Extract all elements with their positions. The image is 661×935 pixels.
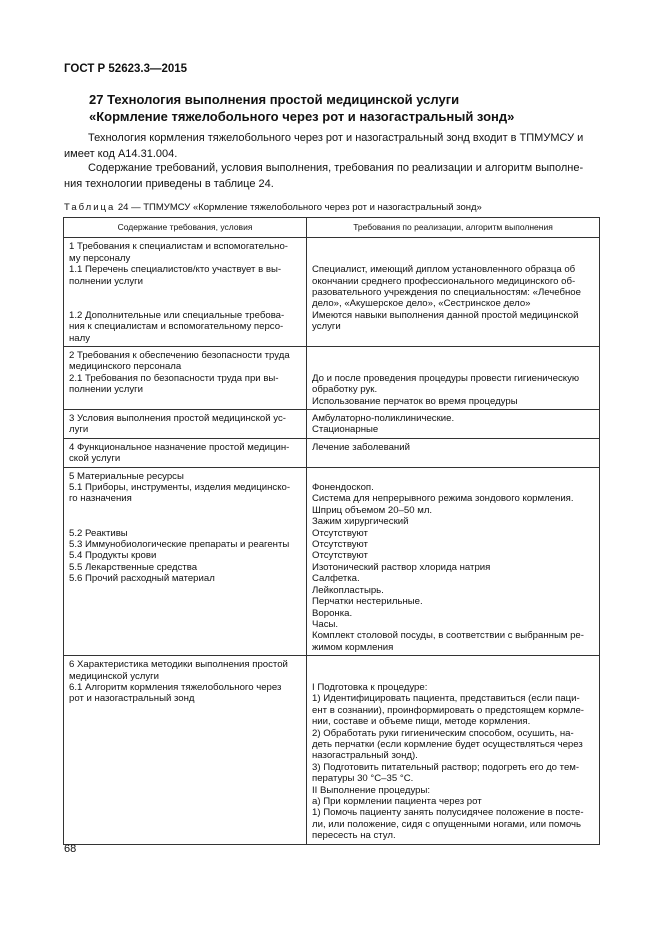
table-cell-implementation xyxy=(307,467,600,655)
paragraph-text: Содержание требований, условия выполнения, требования по реализации и алгоритм выполне- xyxy=(88,162,584,174)
cell-text-line: Специалист, имеющий диплом установленного образца об xyxy=(312,264,576,276)
cell-text-line: Салфетка. xyxy=(312,573,360,585)
cell-text-line: нии, составе и объеме пищи, методе кормления. xyxy=(312,716,531,728)
table-row xyxy=(64,238,600,347)
table-cell-condition xyxy=(64,438,307,467)
cell-text-line: Отсутствуют xyxy=(312,527,368,539)
cell-text-line: Лейкопластырь. xyxy=(312,584,384,596)
table-cell-implementation xyxy=(307,438,600,467)
cell-spacer xyxy=(312,659,594,670)
cell-spacer xyxy=(312,350,594,361)
cell-text-line: го назначения xyxy=(69,493,132,505)
cell-text-line: Часы. xyxy=(312,618,339,630)
cell-text-line: луги xyxy=(69,424,89,436)
table-caption-text: 24 — ТПМУМСУ «Кормление тяжелобольного через рот и назогастральный зонд» xyxy=(115,202,482,213)
cell-text-line: Имеются навыки выполнения данной простой медицинской xyxy=(312,309,579,321)
cell-spacer xyxy=(69,287,301,298)
cell-text-line: 1) Помочь пациенту занять полусидячее положение в посте- xyxy=(312,807,584,819)
page-number: 68 xyxy=(64,843,77,855)
cell-text-line: полнении услуги xyxy=(69,384,143,396)
cell-spacer xyxy=(312,253,594,264)
table-cell-implementation xyxy=(307,410,600,439)
cell-text-line: Зажим хирургический xyxy=(312,516,409,528)
table-row xyxy=(64,410,600,439)
cell-spacer xyxy=(69,516,301,527)
cell-text-line: 2.1 Требования по безопасности труда при вы- xyxy=(69,372,279,384)
cell-text-line: 5.1 Приборы, инструменты, изделия медицинско- xyxy=(69,482,291,494)
cell-text-line: медицинского персонала xyxy=(69,361,182,373)
cell-text-line: Комплект столовой посуды, в соответствии с выбранным ре- xyxy=(312,630,584,642)
cell-text-line: 2 Требования к обеспечению безопасности труда xyxy=(69,350,290,362)
cell-text-line: 3) Подготовить питательный раствор; подогреть его до тем- xyxy=(312,761,580,773)
cell-text-line: а) При кормлении пациента через рот xyxy=(312,795,482,807)
cell-text-line: медицинской услуги xyxy=(69,670,160,682)
cell-text-line: обработку рук. xyxy=(312,384,378,396)
cell-text-line: Отсутствуют xyxy=(312,539,368,551)
cell-text-line: ли, или положение, сидя с опущенными ногами, или помочь xyxy=(312,818,582,830)
cell-text-line: разовательного учреждения по специальностям: «Лечебное xyxy=(312,287,581,298)
cell-spacer xyxy=(312,671,594,682)
cell-text-line: дело», «Акушерское дело», «Сестринское дело» xyxy=(312,298,531,310)
cell-text-line: Амбулаторно-поликлинические. xyxy=(312,413,455,425)
cell-text-line: ент в сознании), проинформировать о предстоящем кормле- xyxy=(312,704,584,716)
cell-text-line: 5 Материальные ресурсы xyxy=(69,470,184,482)
cell-text-line: 6 Характеристика методики выполнения простой xyxy=(69,659,288,671)
table-cell-condition xyxy=(64,410,307,439)
table-cell-implementation xyxy=(307,347,600,410)
table-header-row xyxy=(64,218,600,238)
cell-text-line: услуги xyxy=(312,321,341,333)
document-header: ГОСТ Р 52623.3—2015 xyxy=(64,63,188,75)
cell-text-line: ния к специалистам и вспомогательному персо- xyxy=(69,321,284,333)
cell-text-line: Воронка. xyxy=(312,607,353,619)
cell-text-line: 1) Идентифицировать пациента, представиться (если паци- xyxy=(312,693,580,705)
table-cell-condition xyxy=(64,347,307,410)
cell-spacer xyxy=(312,241,594,252)
section-title-line: 27 Технология выполнения простой медицинской услуги xyxy=(89,92,460,107)
cell-text-line: окончании среднего профессионального медицинского об- xyxy=(312,275,576,287)
paragraph-text: ния технологии приведены в таблице 24. xyxy=(64,177,274,190)
table-cell-condition xyxy=(64,467,307,655)
cell-text-line: пературы 30 °С–35 °С. xyxy=(312,773,414,785)
table-row xyxy=(64,347,600,410)
cell-text-line: 1 Требования к специалистам и вспомогательно- xyxy=(69,241,288,253)
table-caption xyxy=(64,202,482,213)
cell-spacer xyxy=(312,361,594,372)
requirements-table xyxy=(63,217,600,845)
table-cell-condition xyxy=(64,656,307,844)
cell-text-line: II Выполнение процедуры: xyxy=(312,784,431,796)
cell-text-line: жимом кормления xyxy=(312,641,394,653)
cell-text-line: 5.2 Реактивы xyxy=(69,527,128,539)
cell-text-line: 2) Обработать руки гигиеническим способом, осушить, на- xyxy=(312,727,574,739)
table-row xyxy=(64,656,600,844)
cell-text-line: 1.1 Перечень специалистов/кто участвует в вы- xyxy=(69,264,282,276)
cell-text-line: полнении услуги xyxy=(69,275,143,287)
cell-text-line: 5.4 Продукты крови xyxy=(69,550,157,562)
cell-text-line: Отсутствуют xyxy=(312,550,368,562)
table-header-cell: Содержание требования, условия xyxy=(64,218,307,238)
cell-text-line: му персоналу xyxy=(69,252,131,264)
cell-text-line: 5.5 Лекарственные средства xyxy=(69,561,198,573)
cell-text-line: До и после проведения процедуры провести гигиеническую xyxy=(312,372,580,384)
content-paragraph xyxy=(64,161,599,192)
cell-spacer xyxy=(312,471,594,482)
cell-text-line: Лечение заболеваний xyxy=(312,441,410,453)
cell-text-line: ской услуги xyxy=(69,453,121,465)
cell-text-line: Фонендоскоп. xyxy=(312,482,374,494)
cell-text-line: 3 Условия выполнения простой медицинской ус- xyxy=(69,413,286,425)
table-cell-implementation xyxy=(307,656,600,844)
table-caption-label: Таблица xyxy=(64,202,116,213)
cell-text-line: Система для непрерывного режима зондового кормления. xyxy=(312,493,574,505)
cell-spacer xyxy=(69,298,301,309)
cell-text-line: 5.6 Прочий расходный материал xyxy=(69,573,215,585)
cell-text-line: Стационарные xyxy=(312,424,379,436)
paragraph-text: имеет код А14.31.004. xyxy=(64,147,178,160)
intro-paragraph xyxy=(64,131,599,162)
table-cell-condition xyxy=(64,238,307,347)
cell-text-line: I Подготовка к процедуре: xyxy=(312,681,428,693)
cell-text-line: деть перчатки (если кормление будет осуществляться через xyxy=(312,738,583,750)
table-header-cell: Требования по реализации, алгоритм выполнения xyxy=(307,218,600,238)
paragraph-text: Технология кормления тяжелобольного через рот и назогастральный зонд входит в ТПМУМСУ и xyxy=(88,132,584,144)
cell-text-line: 6.1 Алгоритм кормления тяжелобольного через xyxy=(69,681,282,693)
section-title-line: «Кормление тяжелобольного через рот и назогастральный зонд» xyxy=(89,109,515,124)
cell-text-line: назогастральный зонд). xyxy=(312,750,418,762)
table-cell-implementation xyxy=(307,238,600,347)
cell-text-line: 1.2 Дополнительные или специальные требова- xyxy=(69,309,285,321)
cell-text-line: рот и назогастральный зонд xyxy=(69,693,195,705)
table-row xyxy=(64,438,600,467)
cell-text-line: пересесть на стул. xyxy=(312,830,396,842)
cell-text-line: Использование перчаток во время процедуры xyxy=(312,395,518,407)
cell-text-line: Перчатки нестерильные. xyxy=(312,596,423,608)
cell-text-line: 5.3 Иммунобиологические препараты и реагенты xyxy=(69,539,290,551)
table-row xyxy=(64,467,600,655)
section-title xyxy=(89,91,609,125)
cell-text-line: 4 Функциональное назначение простой медицин- xyxy=(69,441,290,453)
cell-text-line: Изотонический раствор хлорида натрия xyxy=(312,561,491,573)
cell-spacer xyxy=(69,505,301,516)
cell-text-line: налу xyxy=(69,332,91,344)
cell-text-line: Шприц объемом 20–50 мл. xyxy=(312,504,433,516)
